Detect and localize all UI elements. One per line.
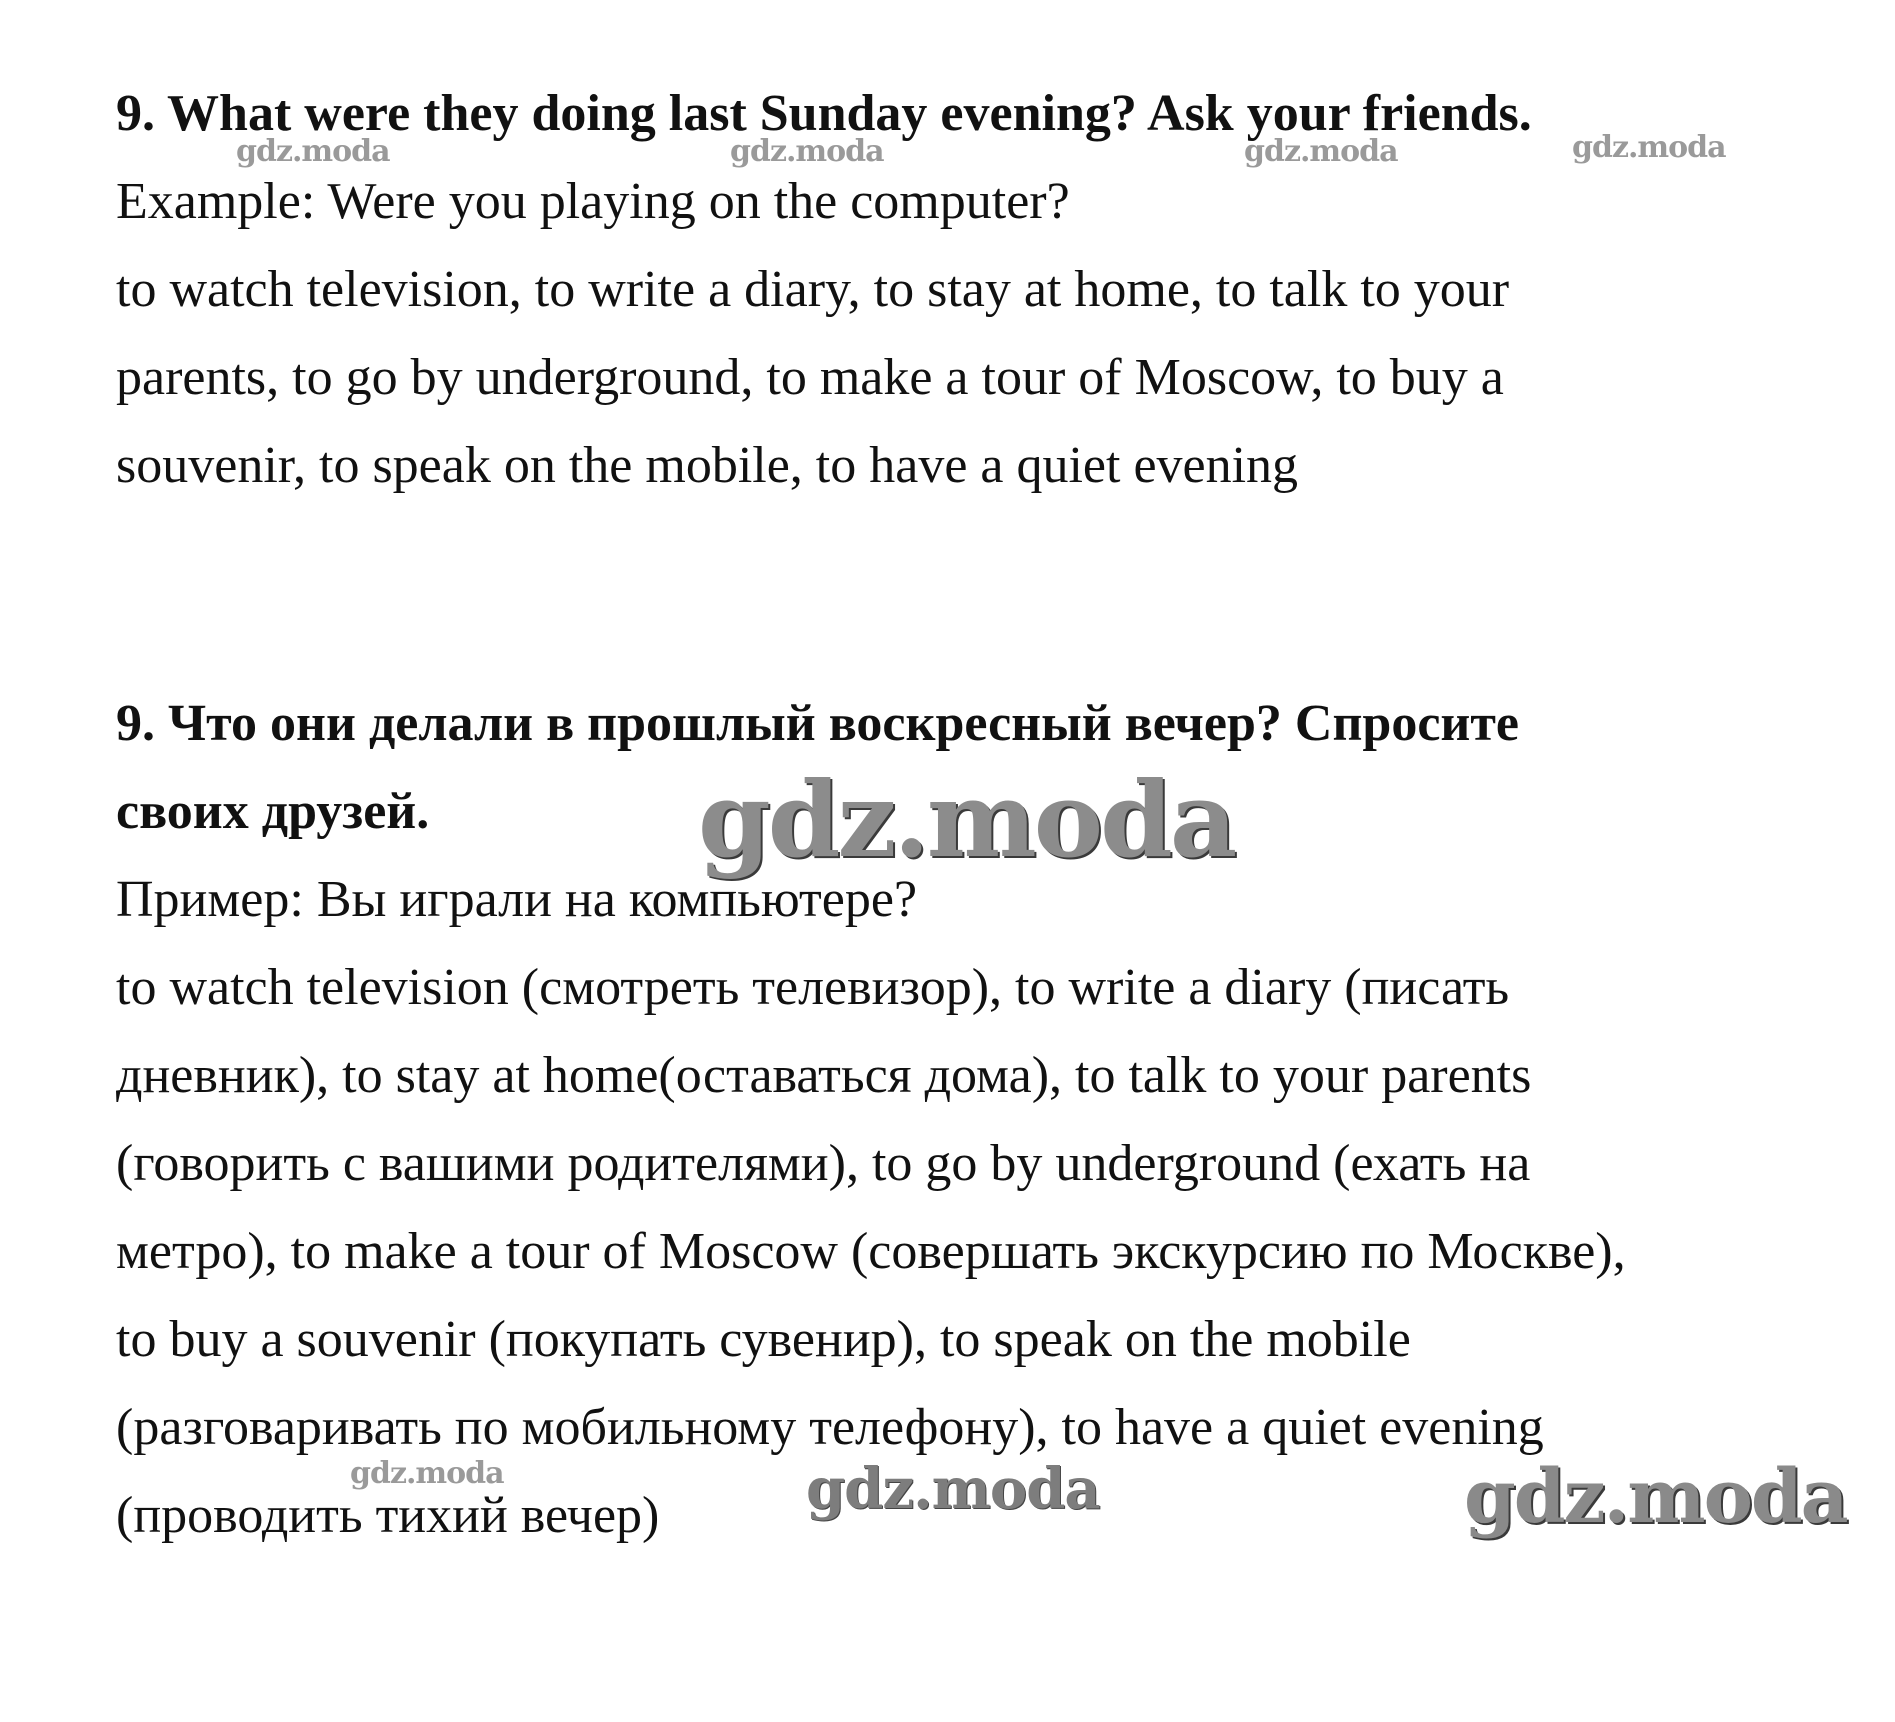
english-line: souvenir, to speak on the mobile, to have a quiet evening bbox=[116, 437, 1299, 494]
russian-line: (разговаривать по мобильному телефону), to have a quiet evening bbox=[116, 1399, 1544, 1456]
russian-heading-line: 9. Что они делали в прошлый воскресный вечер? Спросите bbox=[116, 695, 1519, 752]
english-heading: 9. What were they doing last Sunday evening? Ask your friends. bbox=[116, 85, 1532, 142]
russian-line: to buy a souvenir (покупать сувенир), to speak on the mobile bbox=[116, 1311, 1411, 1368]
watermark: gdz.moda bbox=[1572, 130, 1726, 165]
watermark: gdz.moda bbox=[236, 134, 390, 169]
watermark: gdz.moda bbox=[1464, 1454, 1847, 1540]
english-example: Example: Were you playing on the computer? bbox=[116, 173, 1070, 230]
watermark: gdz.moda bbox=[1244, 134, 1398, 169]
english-line: to watch television, to write a diary, to stay at home, to talk to your bbox=[116, 261, 1510, 318]
russian-line: дневник), to stay at home(оставаться дома), to talk to your parents bbox=[116, 1047, 1532, 1104]
watermark: gdz.moda bbox=[350, 1456, 504, 1491]
russian-line: метро), to make a tour of Moscow (совершать экскурсию по Москве), bbox=[116, 1223, 1626, 1280]
russian-line: (проводить тихий вечер) bbox=[116, 1487, 660, 1544]
english-line: parents, to go by underground, to make a tour of Moscow, to buy a bbox=[116, 349, 1504, 406]
watermark: gdz.moda bbox=[806, 1456, 1100, 1522]
russian-heading-line: своих друзей. bbox=[116, 783, 430, 840]
russian-example: Пример: Вы играли на компьютере? bbox=[116, 871, 918, 928]
watermark: gdz.moda bbox=[698, 758, 1235, 881]
russian-line: (говорить с вашими родителями), to go by underground (ехать на bbox=[116, 1135, 1531, 1192]
watermark: gdz.moda bbox=[730, 134, 884, 169]
russian-line: to watch television (смотреть телевизор), to write a diary (писать bbox=[116, 959, 1510, 1016]
